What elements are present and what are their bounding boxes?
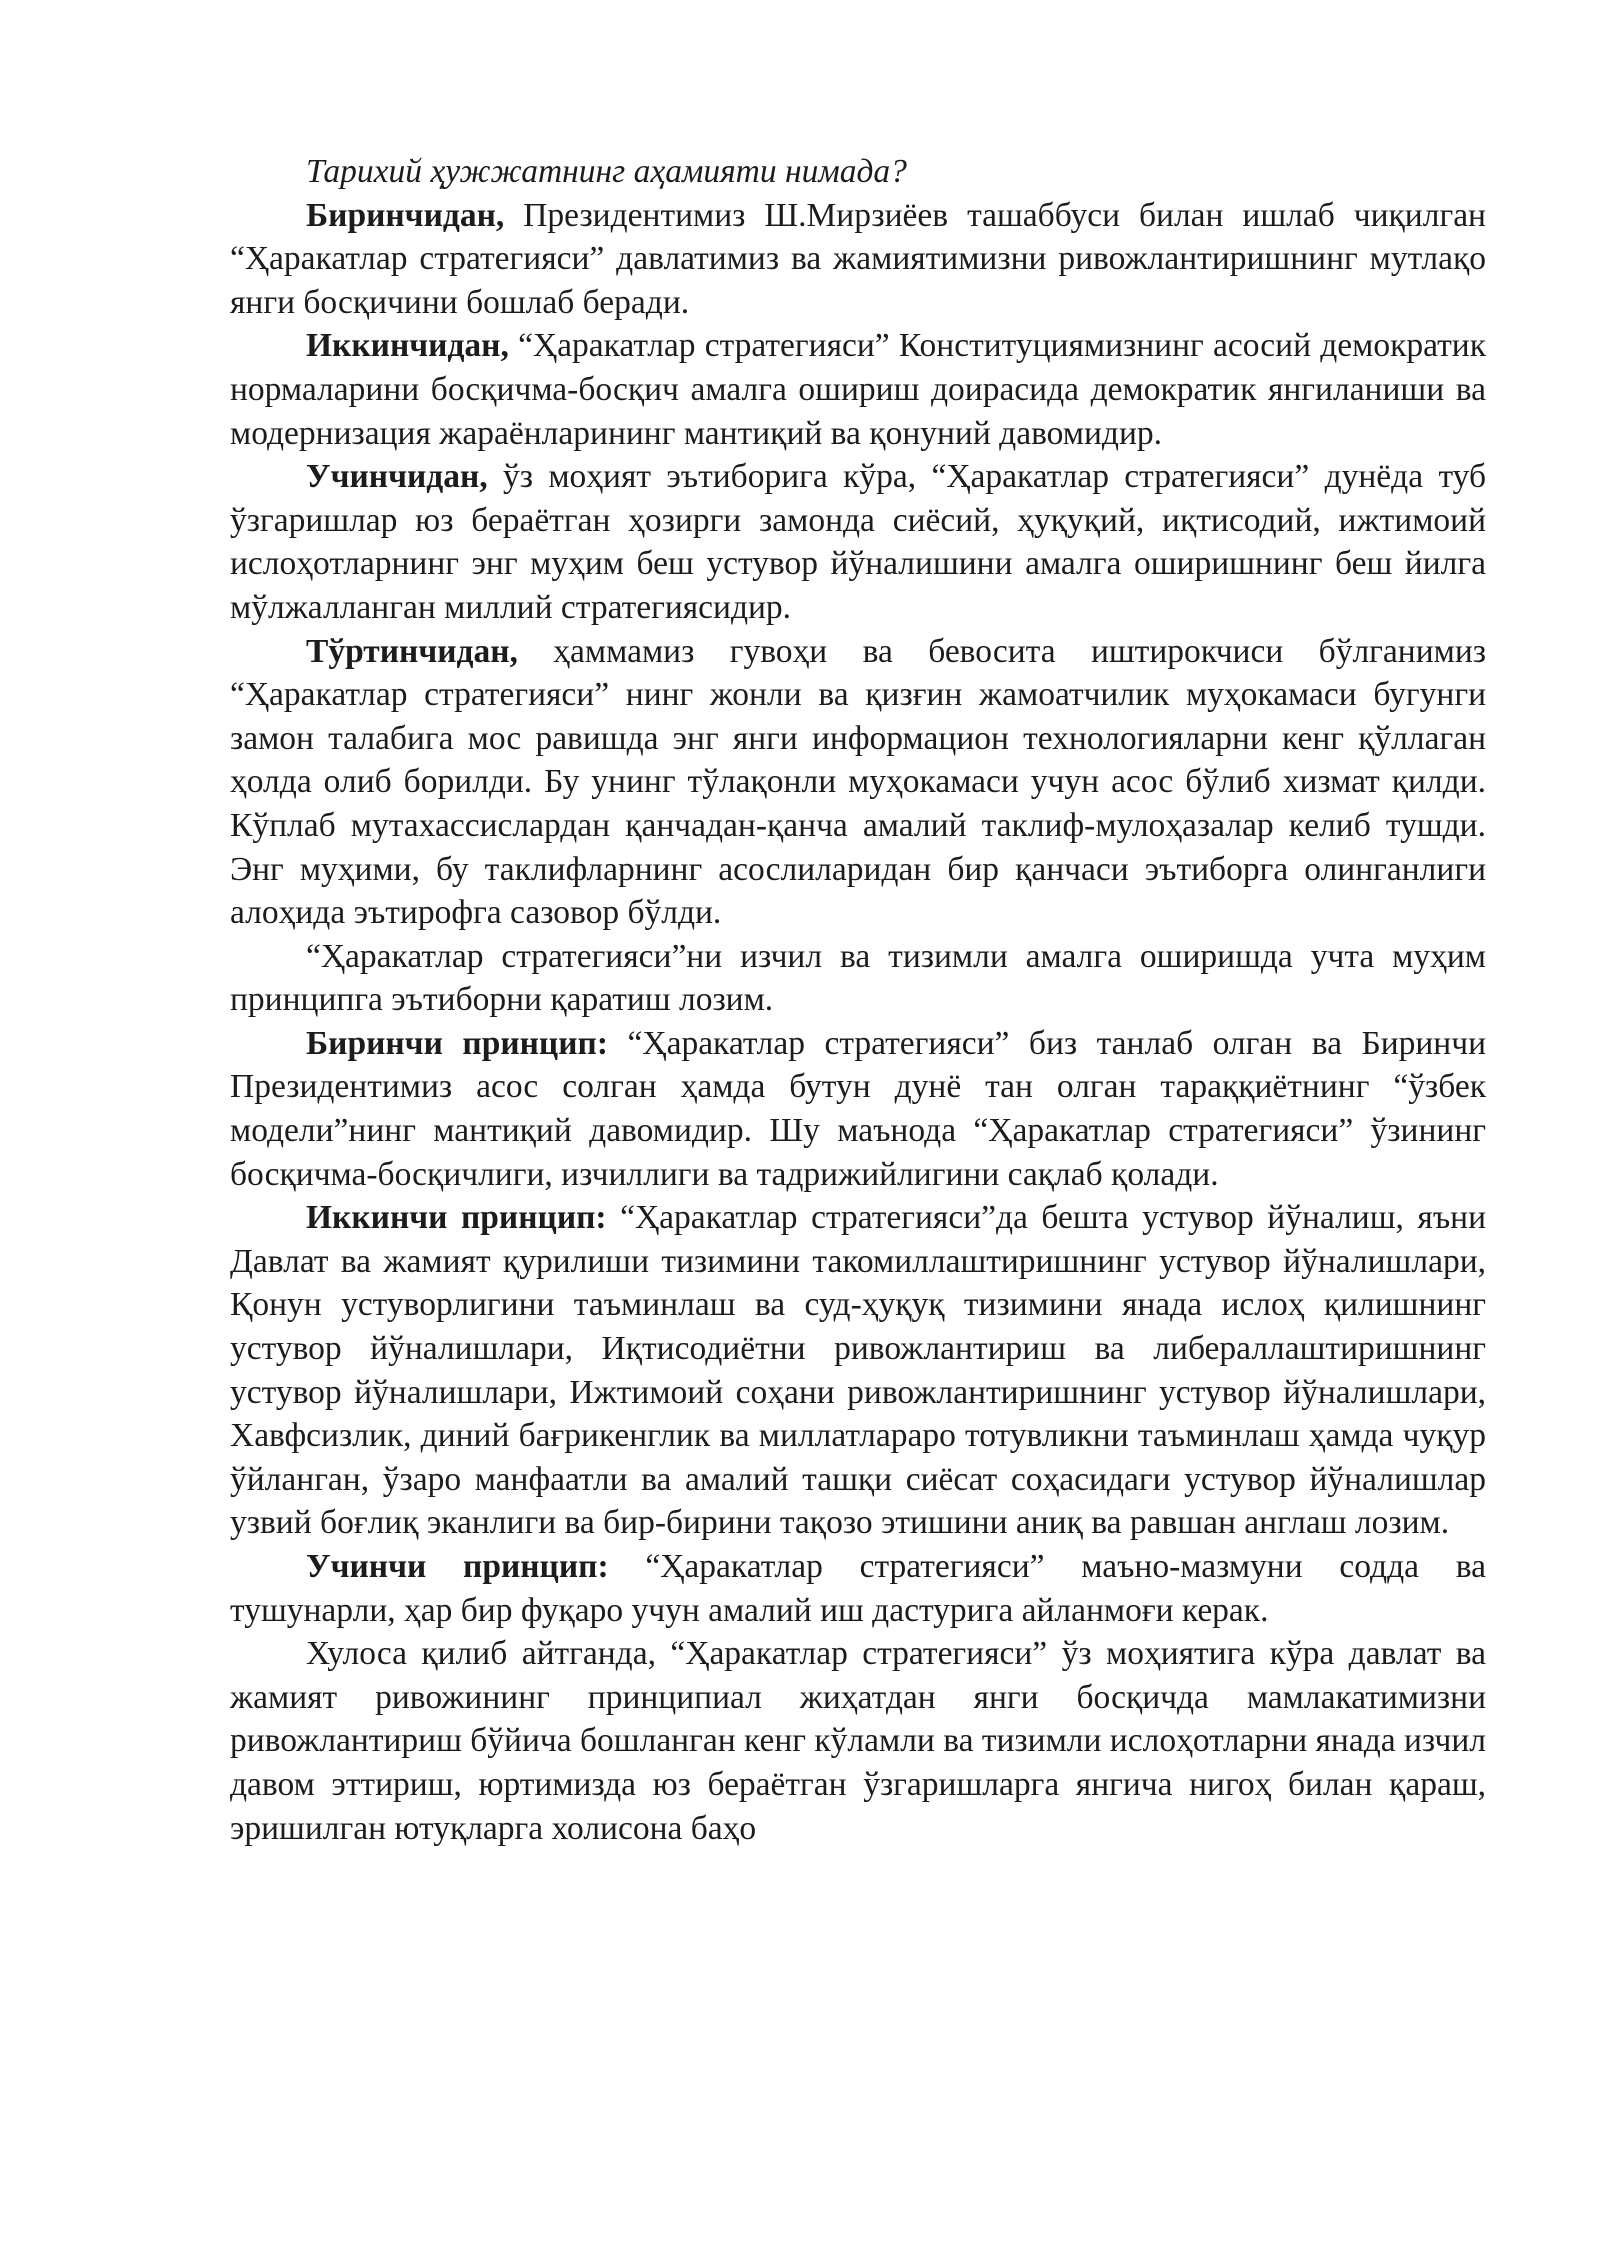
paragraph-text: “Ҳаракатлар стратегияси” маъно-мазмуни содда ва тушунарли, ҳар бир фуқаро учун амалий иш дастурига айланмоғи керак. (230, 1548, 1486, 1629)
paragraph-text: “Ҳаракатлар стратегияси” биз танлаб олган ва Биринчи Президентимиз асос солган ҳамда бутун дунё тан олган тараққиётнинг “ўзбек модели”нинг мантиқий давомидир. Шу маънода “Ҳаракатлар стратегияси” ўзининг босқичма-босқичлиги, изчиллиги ва тадрижийлигини сақлаб қолади. (230, 1024, 1486, 1193)
paragraph-text: “Ҳаракатлар стратегияси”да бешта устувор йўналиш, яъни Давлат ва жамият қурилиши тизимини такомиллаштиришнинг устувор йўналишлари, Қонун устуворлигини таъминлаш ва суд-ҳуқуқ тизимини янада ислоҳ қилишнинг устувор йўналишлари, Иқтисодиётни ривожлантириш ва либераллаштиришнинг устувор йўналишлари, Ижтимоий соҳани ривожлантиришнинг устувор йўналишлари, Хавфсизлик, диний бағрикенглик ва миллатлараро тотувликни таъминлаш ҳамда чуқур ўйланган, ўзаро манфаатли ва амалий ташқи сиёсат соҳасидаги устувор йўналишлар узвий боғлиқ эканлиги ва бир-бирини тақозо этишини аниқ ва равшан англаш лозим. (230, 1199, 1486, 1542)
paragraph-text: Хулоса қилиб айтганда, “Ҳаракатлар стратегияси” ўз моҳиятига кўра давлат ва жамият ривожининг принципиал жиҳатдан янги босқичда мамлакатимизни ривожлантириш бўйича бошланган кенг кўламли ва тизимли ислоҳотларни янада изчил давом эттириш, юртимизда юз бераётган ўзгаришларга янгича нигоҳ билан қараш, эришилган ютуқларга холисона баҳо (230, 1635, 1486, 1847)
paragraph-text: “Ҳаракатлар стратегияси”ни изчил ва тизимли амалга оширишда учта муҳим принципга эътиборни қаратиш лозим. (230, 937, 1486, 1019)
paragraph-lead: Иккинчи принцип: (306, 1199, 607, 1237)
section-question: Тарихий ҳужжатнинг аҳамияти нимада? (306, 153, 907, 190)
paragraph-text: Президентимиз Ш.Мирзиёев ташаббуси билан ишлаб чиқилган “Ҳаракатлар стратегияси” давлатимиз ва жамиятимизни ривожлантиришнинг мутлақо янги босқичини бошлаб беради. (230, 196, 1486, 321)
paragraph-lead: Учинчидан, (306, 458, 488, 496)
paragraph-lead: Иккинчидан, (306, 327, 509, 365)
paragraph-lead: Тўртинчидан, (306, 632, 518, 670)
paragraph-fourth (230, 630, 1486, 935)
document-body (230, 150, 1486, 1850)
paragraph-second (230, 324, 1486, 455)
paragraph-first (230, 194, 1486, 325)
paragraph-conclusion (230, 1632, 1486, 1850)
paragraph-text: “Ҳаракатлар стратегияси” Конституциямизнинг асосий демократик нормаларини босқичма-босқич амалга ошириш доирасида демократик янгиланиши ва модернизация жараёнларининг мантиқий ва қонуний давомидир. (230, 327, 1486, 452)
paragraph-lead: Биринчидан, (306, 196, 505, 234)
paragraph-lead: Учинчи принцип: (306, 1548, 609, 1585)
paragraph-text: ҳаммамиз гувоҳи ва бевосита иштирокчиси бўлганимиз “Ҳаракатлар стратегияси” нинг жонли ва қизғин жамоатчилик муҳокамаси бугунги замон талабига мос равишда энг янги информацион технологияларни кенг қўллаган ҳолда олиб борилди. Бу унинг тўлақонли муҳокамаси учун асос бўлиб хизмат қилди. Кўплаб мутахассислардан қанчадан-қанча амалий таклиф-мулоҳазалар келиб тушди. Энг муҳими, бу таклифларнинг асослиларидан бир қанчаси эътиборга олинганлиги алоҳида эътирофга сазовор бўлди. (230, 632, 1486, 932)
paragraph-second-principle (230, 1196, 1486, 1545)
paragraph-third-principle (230, 1545, 1486, 1632)
paragraph-third (230, 455, 1486, 629)
paragraph-principles-intro (230, 935, 1486, 1022)
paragraph-first-principle (230, 1022, 1486, 1196)
paragraph-text: ўз моҳият эътиборига кўра, “Ҳаракатлар стратегияси” дунёда туб ўзгаришлар юз бераётган ҳозирги замонда сиёсий, ҳуқуқий, иқтисодий, ижтимоий ислоҳотларнинг энг муҳим беш устувор йўналишини амалга оширишнинг беш йилга мўлжалланган миллий стратегиясидир. (230, 458, 1486, 626)
paragraph-lead: Биринчи принцип: (306, 1024, 608, 1062)
